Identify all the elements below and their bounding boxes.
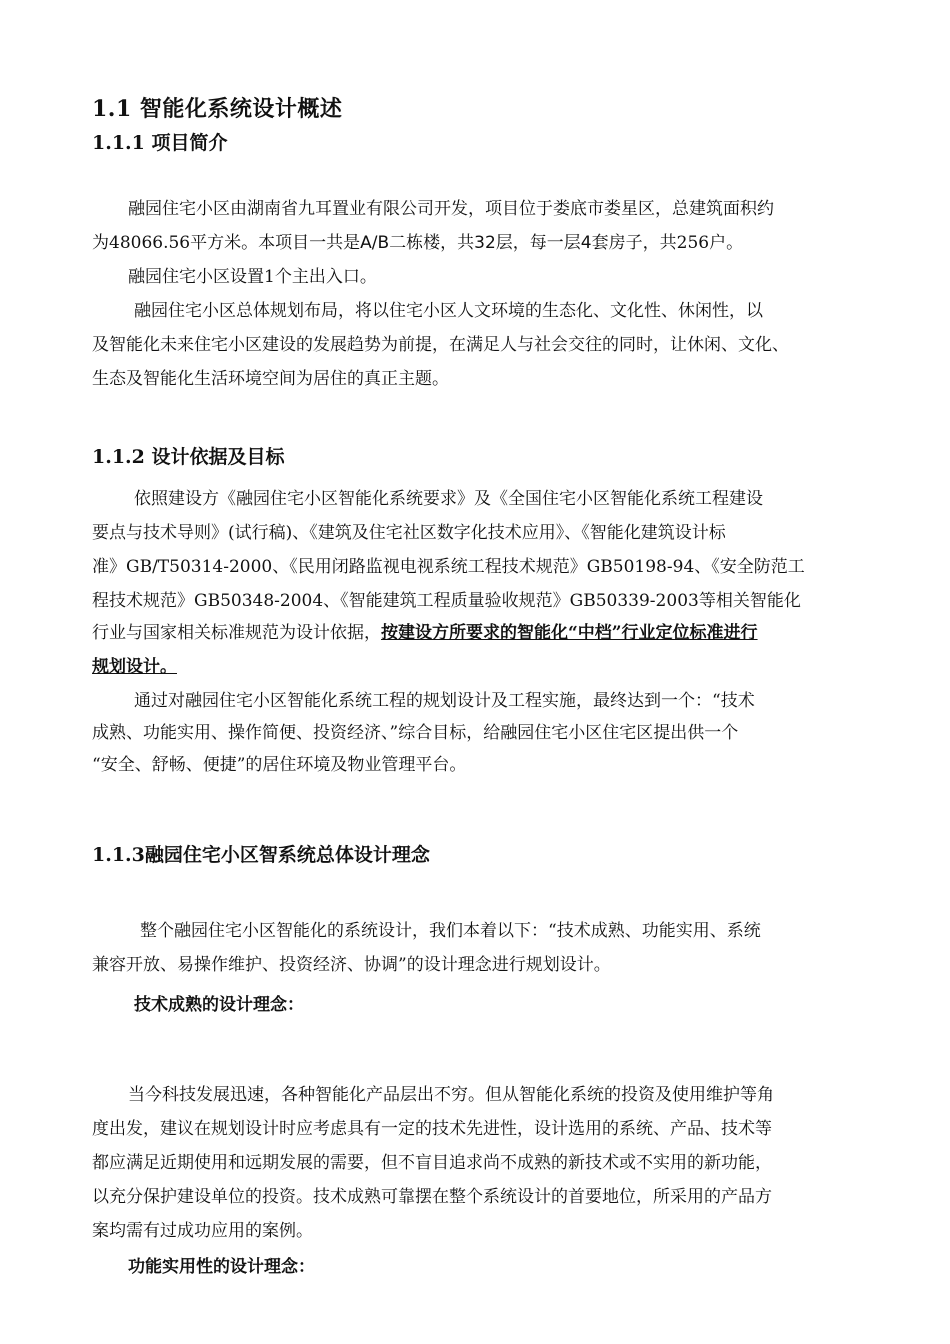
text-span: A/B bbox=[360, 233, 390, 253]
paragraph-line: 整个融园住宅小区智能化的系统设计，我们本着以下：“技术成熟、功能实用、系统 bbox=[140, 921, 761, 941]
paragraph-line: 当今科技发展迅速，各种智能化产品层出不穷。但从智能化系统的投资及使用维护等角 bbox=[128, 1085, 774, 1105]
section-title-1-1-1: 1.1.1 项目简介 bbox=[92, 132, 228, 154]
text-span: 二栋楼，共 bbox=[389, 233, 475, 253]
paragraph-line: 融园住宅小区设置1个主出入口。 bbox=[128, 267, 377, 287]
paragraph-line: 程技术规范》GB50348-2004、《智能建筑工程质量验收规范》GB50339-2003等相关智能化 bbox=[92, 591, 801, 611]
paragraph-line: 成熟、功能实用、操作简便、投资经济、”综合目标，给融园住宅小区住宅区提出供一个 bbox=[92, 723, 739, 743]
text-span: 套房子，共256户。 bbox=[591, 233, 744, 253]
paragraph-line bbox=[92, 650, 867, 684]
paragraph-line bbox=[92, 226, 867, 260]
paragraph-line: 兼容开放、易操作维护、投资经济、协调”的设计理念进行规划设计。 bbox=[92, 955, 611, 975]
paragraph-line: 都应满足近期使用和远期发展的需要，但不盲目追求尚不成熟的新技术或不实用的新功能， bbox=[92, 1153, 772, 1173]
paragraph-line: 准》GB/T50314-2000、《民用闭路监视电视系统工程技术规范》GB50198-94、《安全防范工 bbox=[92, 557, 805, 577]
text-span: 32 bbox=[474, 233, 496, 253]
text-span: 为48066.56平方米。本项目一共是 bbox=[92, 233, 361, 253]
paragraph-line: 要点与技术导则》(试行稿)、《建筑及住宅社区数字化技术应用》、《智能化建筑设计标 bbox=[92, 523, 726, 543]
section-title-1-1: 1.1 智能化系统设计概述 bbox=[92, 96, 343, 122]
section-title-1-1-3: 1.1.3融园住宅小区智系统总体设计理念 bbox=[92, 844, 430, 866]
paragraph-line: 及智能化未来住宅小区建设的发展趋势为前提，在满足人与社会交往的同时，让休闲、文化、 bbox=[92, 335, 789, 355]
emphasis-text: 规划设计。 bbox=[92, 657, 177, 677]
text-span: 4 bbox=[580, 233, 592, 253]
paragraph-line bbox=[92, 616, 867, 650]
text-span: 层，每一层 bbox=[495, 233, 581, 253]
paragraph-line: 融园住宅小区总体规划布局，将以住宅小区人文环境的生态化、文化性、休闲性，以 bbox=[134, 301, 763, 321]
paragraph-line: 度出发，建议在规划设计时应考虑具有一定的技术先进性，设计选用的系统、产品、技术等 bbox=[92, 1119, 772, 1139]
paragraph-line: 依照建设方《融园住宅小区智能化系统要求》及《全国住宅小区智能化系统工程建设 bbox=[134, 489, 763, 509]
section-title-1-1-2: 1.1.2 设计依据及目标 bbox=[92, 446, 285, 468]
paragraph-line: 通过对融园住宅小区智能化系统工程的规划设计及工程实施，最终达到一个：“技术 bbox=[134, 691, 755, 711]
emphasis-text: 按建设方所要求的智能化“中档”行业定位标准进行 bbox=[381, 623, 758, 643]
subheading-tech-maturity: 技术成熟的设计理念： bbox=[134, 995, 304, 1015]
paragraph-line: 生态及智能化生活环境空间为居住的真正主题。 bbox=[92, 369, 449, 389]
paragraph-line: 以充分保护建设单位的投资。技术成熟可靠摆在整个系统设计的首要地位，所采用的产品方 bbox=[92, 1187, 772, 1207]
paragraph-line: 案均需有过成功应用的案例。 bbox=[92, 1221, 313, 1241]
paragraph-line: 融园住宅小区由湖南省九耳置业有限公司开发，项目位于娄底市娄星区，总建筑面积约 bbox=[128, 199, 774, 219]
subheading-functional: 功能实用性的设计理念： bbox=[128, 1257, 315, 1277]
paragraph-line: “安全、舒畅、便捷”的居住环境及物业管理平台。 bbox=[92, 755, 467, 775]
text-span: 行业与国家相关标准规范为设计依据， bbox=[92, 623, 381, 643]
